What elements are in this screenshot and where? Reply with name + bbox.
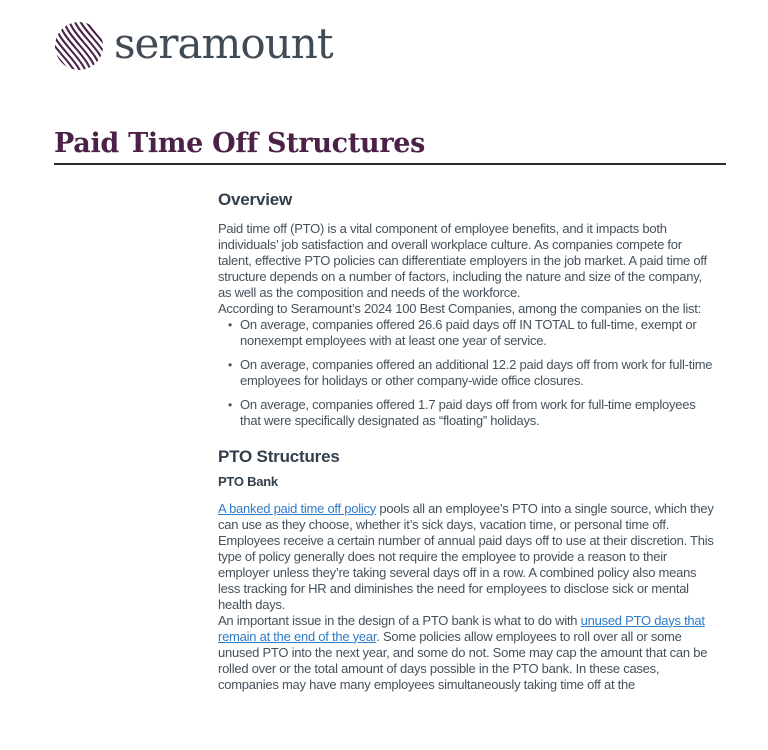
pto-bank-paragraph-1-text: pools all an employee’s PTO into a single source, which they can use as they choose, whether it’s sick days, vacation time, or personal time off. Employees receive a certain number of annual paid days off to use at their discretion. This type of policy generally does not require the employee to provide a reason to their employer unless they’re taking several days off in a row. A combined policy also means less tracking for HR and diminishes the need for employees to disclose sick or mental health days.: [218, 500, 714, 612]
overview-paragraph-1: Paid time off (PTO) is a vital component of employee benefits, and it impacts both individuals’ job satisfaction and overall workplace culture. As companies compete for talent, effective PTO policies can differentiate employers in the job market. A paid time off structure depends on a number of factors, including the nature and size of the company, as well as the composition and needs of the workforce.: [218, 220, 707, 300]
stat-holiday-days: On average, companies offered an additional 12.2 paid days off from work for full-time employees for holidays or other company-wide office closures.: [240, 356, 713, 388]
list-item: [218, 357, 718, 389]
seramount-swirl-icon: [54, 21, 104, 71]
pto-bank-paragraph-2-text-after: . Some policies allow employees to roll over all or some unused PTO into the next year, and some do not. Some may cap the amount that can be rolled over or the total amount of days possible in the PTO bank. In these cases, companies may have many employees simultaneously taking time off at the: [218, 628, 708, 692]
brand-name: seramount: [114, 19, 333, 68]
stat-floating-holidays: On average, companies offered 1.7 paid days off from work for full-time employees that were specifically designated as “floating” holidays.: [240, 396, 696, 428]
overview-paragraph-2: According to Seramount’s 2024 100 Best Companies, among the companies on the list:: [218, 300, 701, 316]
document-header: [0, 0, 768, 165]
seramount-logo: [54, 20, 726, 72]
pto-bank-paragraph-2-text-before: An important issue in the design of a PTO bank is what to do with: [218, 612, 581, 628]
list-item: [218, 397, 718, 429]
best-companies-stats-list: [218, 317, 718, 429]
unused-pto-days-link[interactable]: unused PTO days that remain at the end of the year: [218, 612, 705, 644]
page-title: Paid Time Off Structures: [54, 128, 426, 159]
document-body: [218, 190, 718, 693]
pto-bank-paragraph-2: [218, 613, 718, 693]
stat-total-days: On average, companies offered 26.6 paid days off IN TOTAL to full-time, exempt or nonexempt employees with at least one year of service.: [240, 316, 697, 348]
overview-heading: Overview: [218, 189, 293, 209]
pto-structures-heading: PTO Structures: [218, 446, 340, 466]
pto-bank-paragraph-1: [218, 501, 718, 613]
banked-pto-policy-link[interactable]: A banked paid time off policy: [218, 500, 377, 516]
pto-bank-subheading: PTO Bank: [218, 473, 278, 489]
title-divider: [54, 163, 726, 165]
list-item: [218, 317, 718, 349]
